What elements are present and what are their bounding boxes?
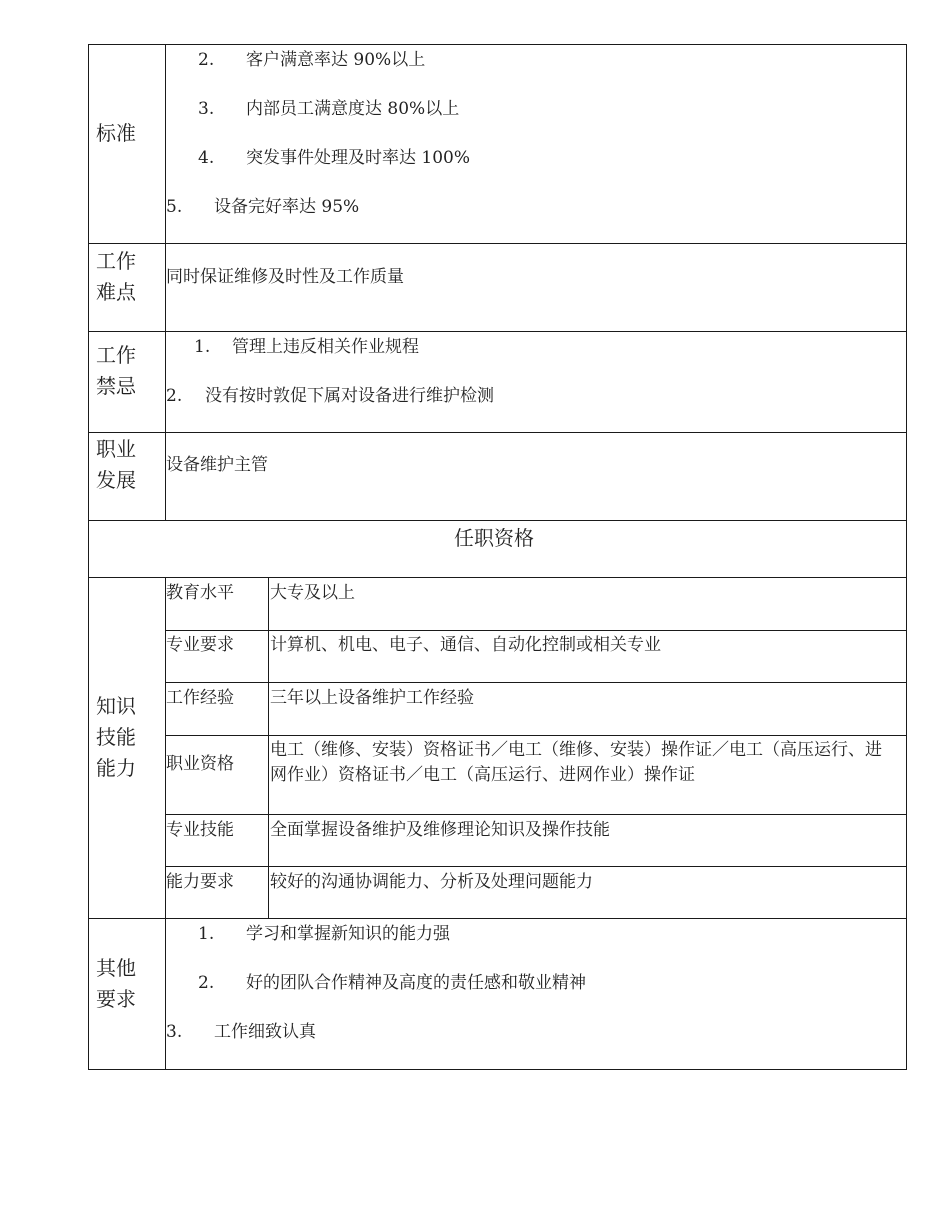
list-item-number: 3.	[166, 1022, 183, 1042]
row-divider	[166, 735, 907, 736]
difficulty-text: 同时保证维修及时性及工作质量	[166, 267, 404, 287]
list-item-number: 5.	[166, 197, 183, 217]
list-item-text: 设备完好率达 95%	[214, 197, 360, 217]
skills-label-line3: 能力	[96, 756, 136, 780]
skill-row-key: 能力要求	[166, 872, 234, 892]
career-text: 设备维护主管	[166, 455, 268, 475]
skill-row-value: 三年以上设备维护工作经验	[270, 688, 474, 708]
row-divider	[88, 243, 907, 244]
skill-row-value: 大专及以上	[270, 583, 355, 603]
skill-row-value: 计算机、机电、电子、通信、自动化控制或相关专业	[270, 635, 661, 655]
other-label-line1: 其他	[96, 956, 136, 980]
list-item-number: 2.	[198, 973, 215, 993]
list-item-number: 1.	[194, 337, 211, 357]
skill-row-value: 全面掌握设备维护及维修理论知识及操作技能	[270, 820, 610, 840]
skill-row-key: 职业资格	[166, 754, 234, 774]
row-divider	[88, 918, 907, 919]
difficulty-label-line2: 难点	[96, 280, 136, 304]
row-divider	[88, 331, 907, 332]
skill-row-key: 专业要求	[166, 635, 234, 655]
list-item-text: 突发事件处理及时率达 100%	[246, 148, 471, 168]
list-item-text: 管理上违反相关作业规程	[232, 337, 419, 357]
row-divider	[166, 866, 907, 867]
career-label-line1: 职业	[96, 437, 136, 461]
taboos-label-line2: 禁忌	[96, 374, 136, 398]
list-item-number: 4.	[198, 148, 215, 168]
list-item-number: 3.	[198, 99, 215, 119]
list-item-text: 客户满意率达 90%以上	[246, 50, 426, 70]
row-divider	[88, 577, 907, 578]
difficulty-label-line1: 工作	[96, 249, 136, 273]
taboos-label-line1: 工作	[96, 343, 136, 367]
career-label-line2: 发展	[96, 468, 136, 492]
other-label-line2: 要求	[96, 987, 136, 1011]
list-item-text: 学习和掌握新知识的能力强	[246, 924, 450, 944]
standards-label: 标准	[96, 121, 136, 145]
job-description-table	[88, 44, 907, 1070]
skill-row-value: 较好的沟通协调能力、分析及处理问题能力	[270, 872, 593, 892]
row-divider	[88, 432, 907, 433]
row-divider	[166, 682, 907, 683]
skills-label-line1: 知识	[96, 694, 136, 718]
list-item-number: 2.	[166, 386, 183, 406]
column-divider	[268, 577, 269, 919]
row-divider	[166, 630, 907, 631]
list-item-number: 1.	[198, 924, 215, 944]
skill-row-value: 电工（维修、安装）资格证书／电工（维修、安装）操作证／电工（高压运行、进网作业）资格证书／电工（高压运行、进网作业）操作证	[270, 740, 882, 785]
list-item-text: 内部员工满意度达 80%以上	[246, 99, 460, 119]
list-item-text: 工作细致认真	[214, 1022, 316, 1042]
list-item-text: 好的团队合作精神及高度的责任感和敬业精神	[246, 973, 586, 993]
skill-row-key: 专业技能	[166, 820, 234, 840]
row-divider	[166, 814, 907, 815]
row-divider	[88, 520, 907, 521]
skill-row-key: 工作经验	[166, 688, 234, 708]
list-item-text: 没有按时敦促下属对设备进行维护检测	[205, 386, 494, 406]
skill-row-key: 教育水平	[166, 583, 234, 603]
list-item-number: 2.	[198, 50, 215, 70]
qualifications-title: 任职资格	[454, 526, 534, 550]
skills-label-line2: 技能	[96, 725, 136, 749]
